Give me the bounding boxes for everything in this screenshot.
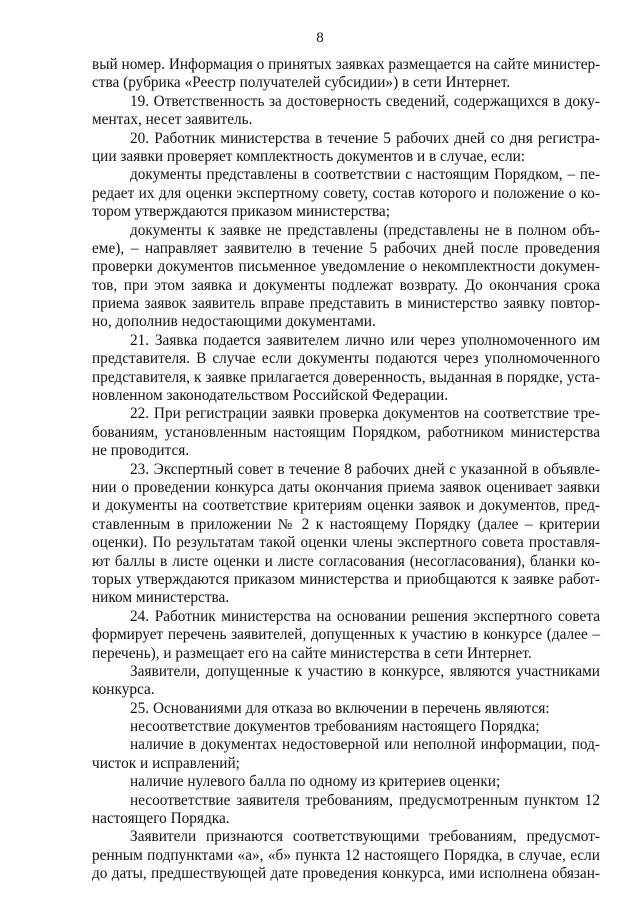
text-line: оценки). По результатам такой оценки члены экспертного совета проставля-: [92, 534, 600, 552]
text-line: представителя. В случае если документы подаются через уполномоченного: [92, 350, 600, 368]
text-line: Заявители, допущенные к участию в конкурсе, являются участниками: [130, 662, 600, 680]
text-line: ментах, несет заявитель.: [92, 111, 253, 129]
text-line: до даты, предшествующей дате проведения конкурса, ими исполнена обязан-: [92, 865, 600, 883]
text-line: еме), – направляет заявителю в течение 5 рабочих дней после проведения: [92, 239, 600, 257]
text-line: не проводится.: [92, 442, 190, 460]
text-line: перечень), и размещает его на сайте министерства в сети Интернет.: [92, 644, 532, 662]
text-line: представителя, к заявке прилагается доверенность, выданная в порядке, уста-: [92, 368, 600, 386]
text-line: вый номер. Информация о принятых заявках размещается на сайте министер-: [92, 56, 601, 73]
text-line: конкурса.: [92, 681, 155, 699]
text-line: документы к заявке не представлены (представлены не в полном объ-: [130, 221, 600, 239]
text-line: настоящего Порядка.: [92, 810, 230, 828]
text-line: редает их для оценки экспертному совету, состав которого и положение о ко-: [92, 184, 600, 202]
text-line: ства (рубрика «Реестр получателей субсидии») в сети Интернет.: [92, 74, 511, 92]
text-line: ставленным в приложении № 2 к настоящему Порядку (далее – критерии: [92, 515, 600, 533]
text-line: тов, при этом заявка и документы подлежат возврату. До окончания срока: [92, 276, 600, 294]
text-line: приема заявок заявитель вправе представить в министерство заявку повтор-: [92, 295, 600, 313]
text-line: тором утверждаются приказом министерства;: [92, 203, 390, 221]
text-line: но, дополнив недостающими документами.: [92, 313, 376, 331]
text-line: 23. Экспертный совет в течение 8 рабочих дней с указанной в объявле-: [130, 460, 600, 478]
text-line: Заявители признаются соответствующими требованиям, предусмот-: [130, 828, 600, 846]
text-line: ции заявки проверяет комплектность документов и в случае, если:: [92, 147, 526, 165]
text-line: и документы на соответствие критериям оценки заявок и документов, пред-: [92, 497, 600, 515]
text-line: наличие нулевого балла по одному из критериев оценки;: [130, 773, 501, 791]
text-line: 21. Заявка подается заявителем лично или через уполномоченного им: [130, 331, 600, 349]
text-line: 25. Основаниями для отказа во включении в перечень являются:: [130, 699, 550, 717]
text-line: 20. Работник министерства в течение 5 рабочих дней со дня регистра-: [130, 129, 600, 147]
text-line: проверки документов письменное уведомление о некомплектности докумен-: [92, 258, 600, 276]
text-line: бованиям, установленным настоящим Порядком, работником министерства: [92, 423, 600, 441]
text-line: 22. При регистрации заявки проверка документов на соответствие тре-: [130, 405, 600, 423]
text-line: ют баллы в листе оценки и листе согласования (несогласования), бланки ко-: [92, 552, 600, 570]
text-line: несоответствие документов требованиям настоящего Порядка;: [130, 718, 540, 736]
text-line: 24. Работник министерства на основании решения экспертного совета: [130, 607, 600, 625]
text-line: нии о проведении конкурса даты окончания приема заявок оценивает заявки: [92, 478, 600, 496]
text-line: чисток и исправлений;: [92, 754, 240, 772]
text-line: новленном законодательством Российской Федерации.: [92, 387, 449, 405]
text-line: несоответствие заявителя требованиям, предусмотренным пунктом 12: [130, 791, 600, 809]
text-line: документы представлены в соответствии с настоящим Порядком, – пе-: [130, 166, 600, 184]
text-line: наличие в документах недостоверной или неполной информации, под-: [130, 736, 600, 754]
document-body: [92, 56, 600, 884]
text-line: 19. Ответственность за достоверность сведений, содержащихся в доку-: [130, 92, 600, 110]
text-line: торых утверждаются приказом министерства и приобщаются к заявке работ-: [92, 570, 600, 588]
text-line: ником министерства.: [92, 589, 230, 607]
text-line: формирует перечень заявителей, допущенных к участию в конкурсе (далее –: [92, 626, 600, 644]
text-line: ренным подпунктами «а», «б» пункта 12 настоящего Порядка, в случае, если: [92, 846, 600, 864]
page-number: 8: [316, 30, 324, 46]
